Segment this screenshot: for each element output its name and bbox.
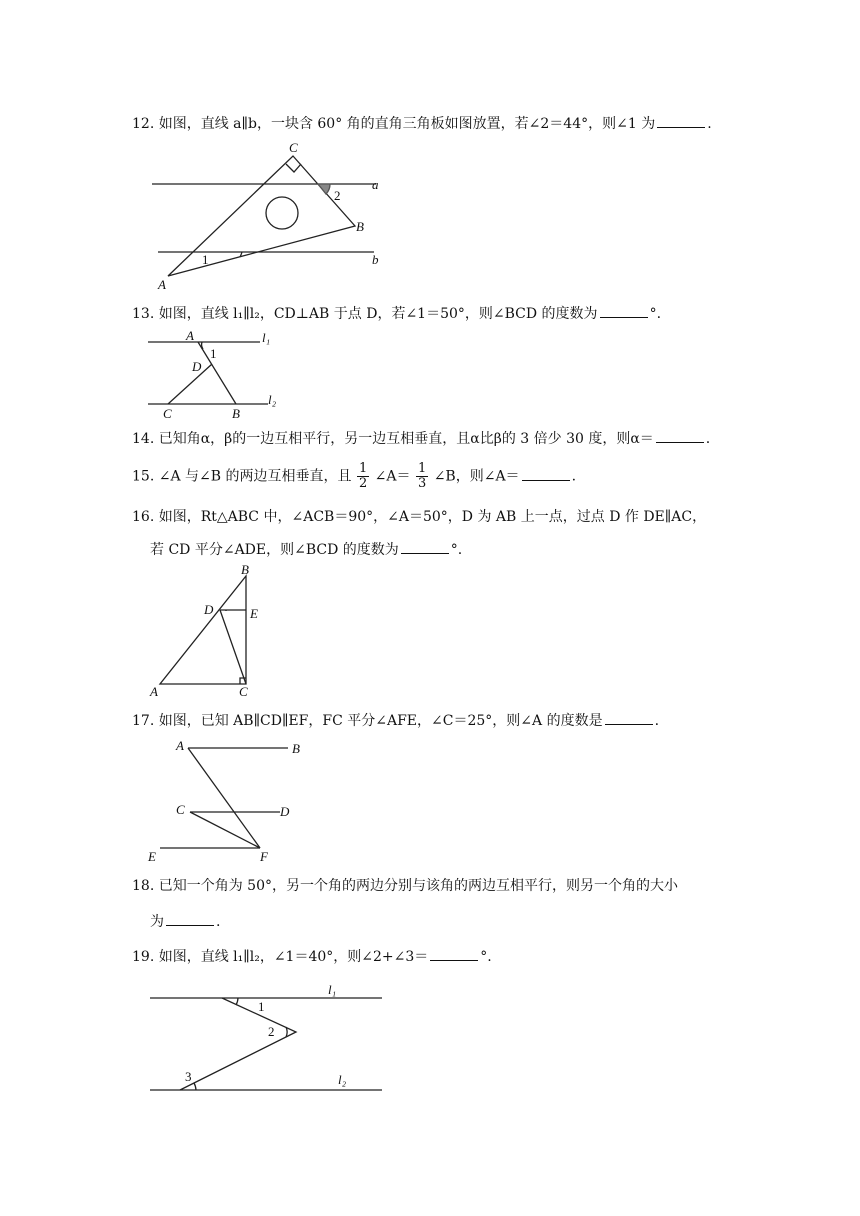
question-end: °. xyxy=(480,949,492,965)
question-text: 若 CD 平分∠ADE，则∠BCD 的度数为 xyxy=(150,542,399,558)
label-D: D xyxy=(280,804,290,819)
figure-12 xyxy=(150,140,390,292)
answer-blank[interactable] xyxy=(656,428,704,443)
label-A: A xyxy=(150,684,158,699)
label-C: C xyxy=(176,802,185,817)
answer-blank[interactable] xyxy=(600,303,648,318)
triangle-ruler xyxy=(168,156,355,276)
fraction-half: $\frac{1}{2}$ xyxy=(358,461,368,491)
fraction-third: $\frac{1}{3}$ xyxy=(417,461,427,491)
question-number: 13. xyxy=(132,306,155,322)
label-B: B xyxy=(241,562,249,577)
question-text: ∠A 与∠B 的两边互相垂直，且 xyxy=(158,468,352,485)
segment-CD xyxy=(168,364,212,404)
question-text: 如图，直线 l₁∥l₂，CD⊥AB 于点 D，若∠1＝50°，则∠BCD 的度数为 xyxy=(158,306,598,322)
label-D: D xyxy=(192,359,202,374)
figure-16 xyxy=(148,562,268,700)
question-end: °. xyxy=(649,306,662,322)
angle-1-mark xyxy=(202,342,203,349)
question-text: 如图，直线 l₁∥l₂，∠1＝40°，则∠2+∠3＝ xyxy=(158,949,429,965)
label-B: B xyxy=(232,406,240,421)
question-16-line2 xyxy=(150,539,462,560)
answer-blank[interactable] xyxy=(166,911,214,926)
question-number: 18. xyxy=(132,878,155,894)
question-end: . xyxy=(654,713,660,729)
broken-line xyxy=(180,998,296,1090)
question-14 xyxy=(132,428,710,449)
label-b: b xyxy=(372,252,379,267)
question-text: 如图，Rt△ABC 中，∠ACB＝90°，∠A＝50°，D 为 AB 上一点，过点 D 作 DE∥AC， xyxy=(158,509,707,525)
question-15 xyxy=(132,462,576,491)
label-a: a xyxy=(372,177,379,192)
label-B: B xyxy=(356,219,364,234)
segment-CF xyxy=(190,812,260,848)
question-text: 如图，直线 a∥b，一块含 60° 角的直角三角板如图放置，若∠2＝44°，则∠1 为 xyxy=(158,116,656,132)
label-l1: l₁ xyxy=(262,330,271,345)
label-C: C xyxy=(239,684,248,699)
answer-blank[interactable] xyxy=(522,466,570,481)
question-end: . xyxy=(707,116,712,132)
answer-blank[interactable] xyxy=(657,113,705,128)
question-18 xyxy=(132,876,678,896)
right-angle-mark xyxy=(286,164,301,172)
question-end: °. xyxy=(450,542,463,558)
label-B: B xyxy=(292,741,300,756)
segment-AF xyxy=(188,748,260,848)
angle-3-mark xyxy=(194,1083,196,1090)
question-end: . xyxy=(571,468,577,485)
answer-blank[interactable] xyxy=(605,710,653,725)
question-16 xyxy=(132,507,706,527)
question-number: 19. xyxy=(132,949,155,965)
figure-17 xyxy=(146,734,316,866)
figure-19 xyxy=(148,976,388,1096)
label-E: E xyxy=(148,849,156,864)
label-l1: l₁ xyxy=(328,982,337,997)
question-number: 14. xyxy=(132,431,155,447)
angle-2-mark xyxy=(286,1027,287,1037)
label-l2: l₂ xyxy=(338,1072,347,1087)
question-number: 17. xyxy=(132,713,155,729)
question-text-mid: ∠A＝ xyxy=(374,468,411,485)
label-l2: l₂ xyxy=(268,392,277,407)
question-13 xyxy=(132,303,661,324)
label-A: A xyxy=(158,277,166,292)
question-number: 15. xyxy=(132,468,155,485)
question-12 xyxy=(132,113,712,134)
answer-blank[interactable] xyxy=(430,946,478,961)
question-19 xyxy=(132,946,492,967)
ruler-hole xyxy=(266,197,298,229)
triangle-ABC xyxy=(160,576,246,684)
question-text: 为 xyxy=(150,914,164,930)
label-angle-2: 2 xyxy=(268,1024,275,1039)
angle-2-mark xyxy=(318,184,330,194)
label-E: E xyxy=(250,606,258,621)
angle-1-mark xyxy=(236,998,238,1005)
label-angle-2: 2 xyxy=(334,188,341,203)
figure-13 xyxy=(146,328,286,422)
question-text: 已知一个角为 50°，另一个角的两边分别与该角的两边互相平行，则另一个角的大小 xyxy=(158,878,678,894)
question-18-line2 xyxy=(150,911,220,932)
question-text: 如图，已知 AB∥CD∥EF，FC 平分∠AFE，∠C＝25°，则∠A 的度数是 xyxy=(158,713,603,729)
label-D: D xyxy=(204,602,214,617)
label-A: A xyxy=(176,738,184,753)
label-angle-1: 1 xyxy=(210,346,217,361)
question-number: 16. xyxy=(132,509,155,525)
label-C: C xyxy=(163,406,172,421)
question-text-mid2: ∠B，则∠A＝ xyxy=(433,468,520,485)
label-angle-3: 3 xyxy=(185,1069,192,1084)
segment-CD xyxy=(220,610,246,684)
label-angle-1: 1 xyxy=(258,999,265,1014)
label-A: A xyxy=(186,328,194,343)
answer-blank[interactable] xyxy=(401,539,449,554)
question-end: . xyxy=(705,431,711,447)
question-end: . xyxy=(216,914,221,930)
question-text: 已知角α，β的一边互相平行，另一边互相垂直，且α比β的 3 倍少 30 度，则α＝ xyxy=(158,431,654,447)
label-C: C xyxy=(289,140,298,155)
label-angle-1: 1 xyxy=(202,252,209,267)
question-number: 12. xyxy=(132,116,155,132)
question-17 xyxy=(132,710,659,731)
label-F: F xyxy=(260,849,268,864)
segment-AB xyxy=(198,342,236,404)
